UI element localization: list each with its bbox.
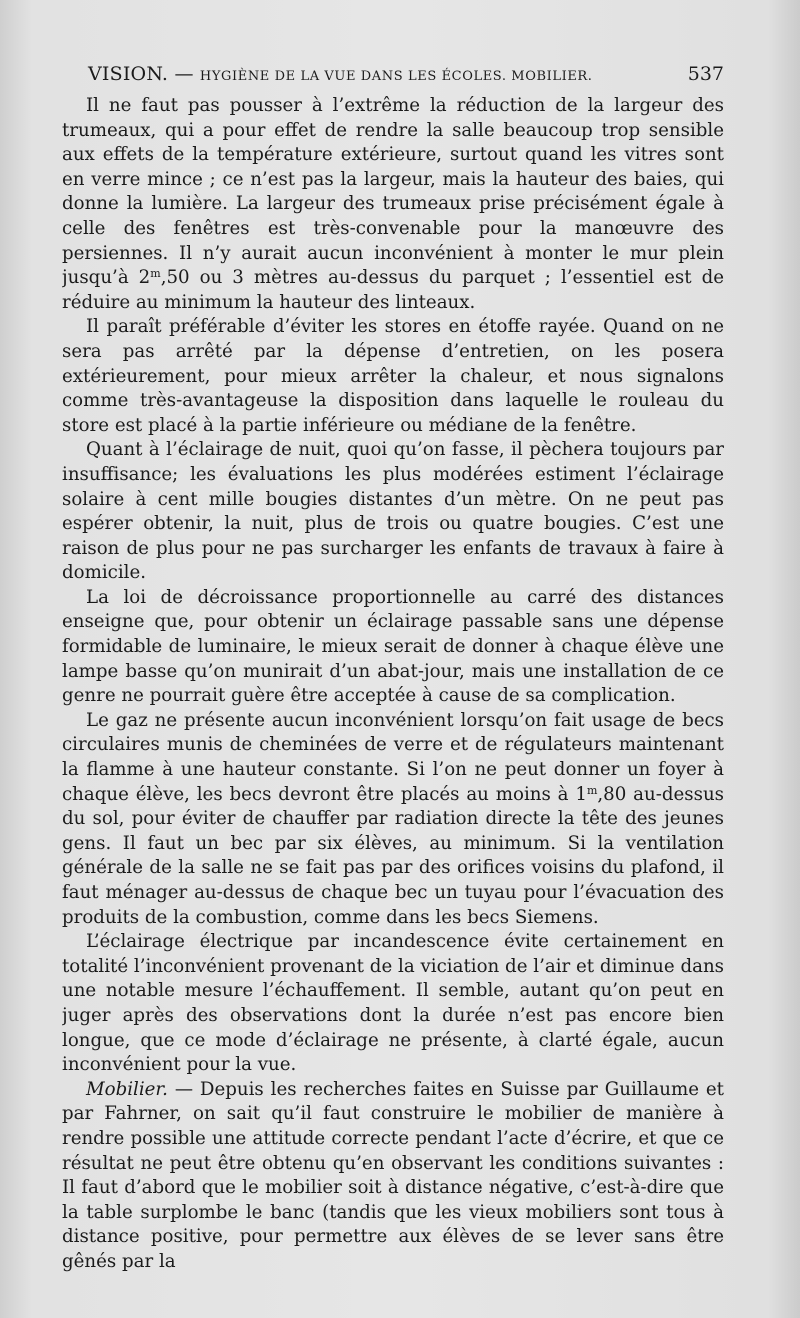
paragraph-text: Le gaz ne présente aucun inconvénient lorsqu’on fait usage de becs circulaires munis de cheminées de verre et de régulateurs maintenant la flamme à une hauteur constante. Si l’on ne peut donner un foyer à chaque élève, les becs devront être placés au moins à 1 bbox=[62, 709, 724, 805]
header-left bbox=[88, 61, 593, 90]
paragraph bbox=[62, 1078, 724, 1275]
paragraph: La loi de décroissance proportionnelle au carré des distances enseigne que, pour obtenir un éclairage passable sans une dépense formidable de luminaire, le mieux serait de donner à chaque élève une lampe basse qu’on munirait d’un abat-jour, mais une installation de ce genre ne pourrait guère être acceptée à cause de sa complication. bbox=[62, 586, 724, 707]
paragraph: Quant à l’éclairage de nuit, quoi qu’on fasse, il pèchera toujours par insuffisance; les évaluations les plus modérées estiment l’éclairage solaire à cent mille bougies distantes d’un mètre. On ne peut pas espérer obtenir, la nuit, plus de trois ou quatre bougies. C’est une raison de plus pour ne pas surcharger les enfants de travaux à faire à domicile. bbox=[62, 439, 724, 584]
unit-superscript: m bbox=[150, 267, 161, 281]
paragraph-text: ,50 ou 3 mètres au-dessus du parquet ; l’essentiel est de réduire au minimum la hauteur des linteaux. bbox=[62, 267, 724, 313]
paragraph-text: Il ne faut pas pousser à l’extrême la réduction de la largeur des trumeaux, qui a pour effet de rendre la salle beaucoup trop sensible aux effets de la température extérieure, surtout quand les vitres sont en verre mince ; ce n’est pas la largeur, mais la hauteur des baies, qui donne la lumière. La largeur des trumeaux prise précisément égale à celle des fenêtres est très-convenable pour la manœuvre des persiennes. Il n’y aurait aucun inconvénient à monter le mur plein jusqu’à 2 bbox=[62, 95, 724, 289]
running-title: HYGIÈNE DE LA VUE DANS LES ÉCOLES. MOBILIER. bbox=[199, 69, 593, 84]
paragraph: L’éclairage électrique par incandescence évite certainement en totalité l’inconvénient provenant de la viciation de l’air et diminue dans une notable mesure l’échauffement. Il semble, autant qu’on peut en juger après des observations dont la durée n’est pas encore bien longue, que ce mode d’éclairage ne présente, à clarté égale, aucun inconvénient pour la vue. bbox=[62, 931, 724, 1076]
unit-superscript: m bbox=[586, 783, 598, 797]
paragraph bbox=[62, 94, 724, 315]
page-number: 537 bbox=[687, 63, 724, 85]
paragraph: Il paraît préférable d’éviter les stores en étoffe rayée. Quand on ne sera pas arrêté par la dépense d’entretien, on les posera extérieurement, pour mieux arrêter la chaleur, et nous signalons comme très-avantageuse la disposition dans laquelle le rouleau du store est placé à la partie inférieure ou médiane de la fenêtre. bbox=[62, 316, 724, 436]
section-title: VISION. bbox=[88, 63, 169, 85]
header-dash: — bbox=[174, 63, 194, 85]
paragraph-text: — Depuis les recherches faites en Suisse par Guillaume et par Fahrner, on sait qu’il faut construire le mobilier de manière à rendre possible une attitude correcte pendant l’acte d’écrire, et que ce résultat ne peut être obtenu qu’en observant les conditions suivantes : Il faut d’abord que le mobilier soit à distance négative, c’est-à-dire que la table surplombe le banc (tandis que les vieux mobiliers sont tous à distance positive, pour permettre aux élèves de se lever sans être gênés par la bbox=[62, 1078, 724, 1272]
paragraph-text: ,80 au-dessus du sol, pour éviter de chauffer par radiation directe la tête des jeunes gens. Il faut un bec par six élèves, au minimum. Si la ventilation générale de la salle ne se fait pas par des orifices voisins du plafond, il faut ménager au-dessus de chaque bec un tuyau pour l’évacuation des produits de la combustion, comme dans les becs Siemens. bbox=[62, 783, 724, 928]
subsection-heading: Mobilier. bbox=[86, 1078, 168, 1100]
page-header bbox=[88, 61, 724, 87]
paragraph bbox=[62, 709, 724, 930]
page-body bbox=[62, 94, 724, 1284]
